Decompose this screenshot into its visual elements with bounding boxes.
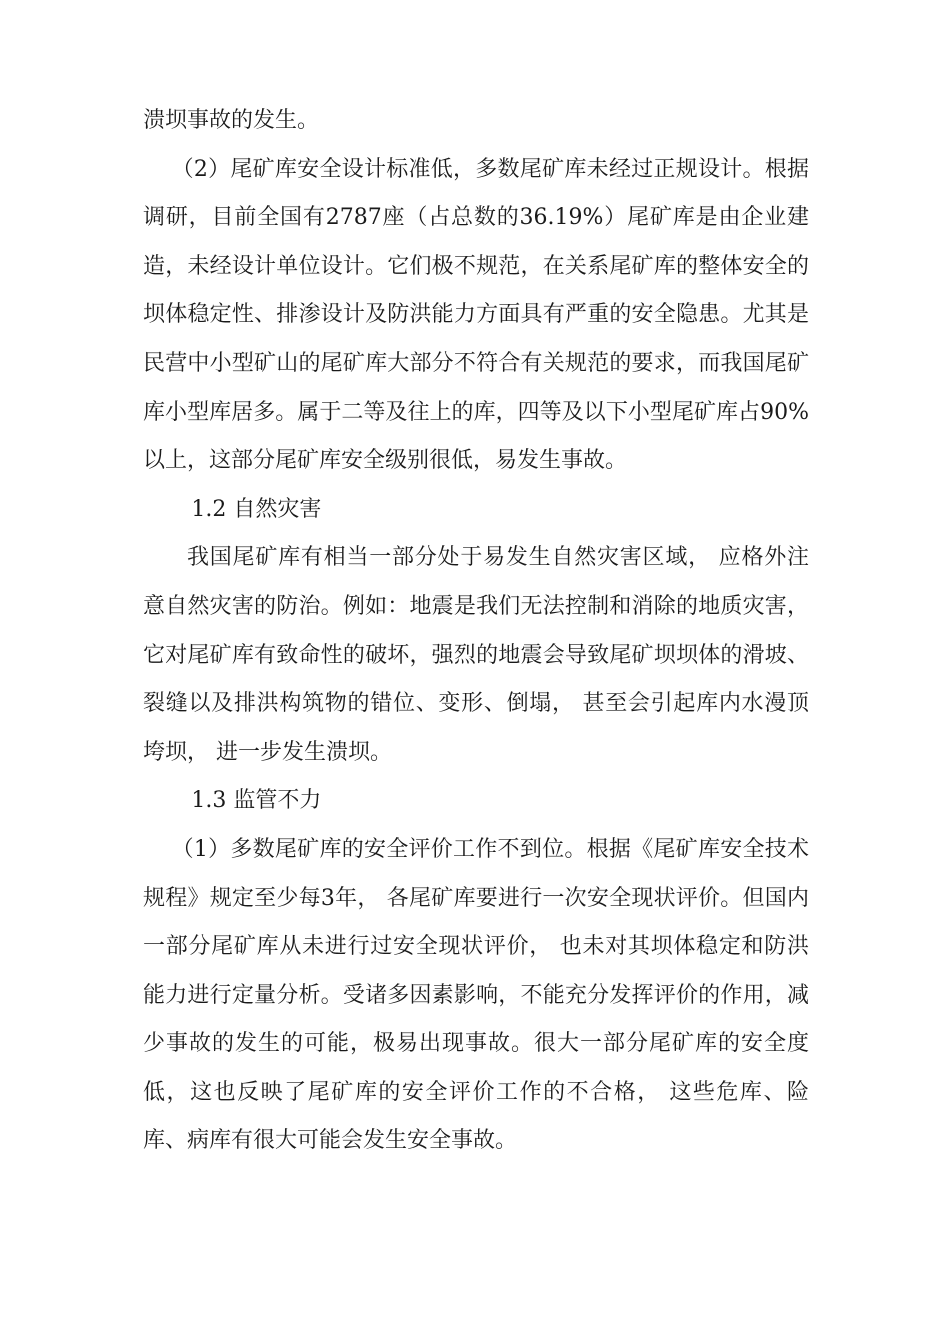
paragraph-natural-disasters: 我国尾矿库有相当一部分处于易发生自然灾害区域， 应格外注意自然灾害的防治。例如：地震是我们无法控制和消除的地质灾害，它对尾矿库有致命性的破坏，强烈的地震会导致尾矿坝坝体的滑坡、裂缝以及排洪构筑物的错位、变形、倒塌， 甚至会引起库内水漫顶垮坝， 进一步发生溃坝。 — [143, 545, 809, 765]
paragraph-continuation: 溃坝事故的发生。 — [143, 108, 320, 133]
section-heading-natural-disasters: 1.2 自然灾害 — [191, 496, 322, 522]
section-heading-supervision: 1.3 监管不力 — [191, 788, 322, 814]
paragraph-safety-evaluation: （1）多数尾矿库的安全评价工作不到位。根据《尾矿库安全技术规程》规定至少每3年， 各尾矿库要进行一次安全现状评价。但国内一部分尾矿库从未进行过安全现状评价， 也未对其坝体稳定和防洪能力进行定量分析。受诸多因素影响，不能充分发挥评价的作用，减少事故的发生的可能，极易出现事故。很大一部分尾矿库的安全度低，这也反映了尾矿库的安全评价工作的不合格， 这些危库、险库、病库有很大可能会发生安全事故。 — [143, 836, 809, 1154]
document-body — [143, 97, 809, 1166]
paragraph-design-standards: （2）尾矿库安全设计标准低，多数尾矿库未经过正规设计。根据调研，目前全国有2787座（占总数的36.19%）尾矿库是由企业建造，未经设计单位设计。它们极不规范，在关系尾矿库的整体安全的坝体稳定性、排渗设计及防洪能力方面具有严重的安全隐患。尤其是民营中小型矿山的尾矿库大部分不符合有关规范的要求，而我国尾矿库小型库居多。属于二等及往上的库，四等及以下小型尾矿库占90%以上，这部分尾矿库安全级别很低，易发生事故。 — [143, 156, 809, 474]
